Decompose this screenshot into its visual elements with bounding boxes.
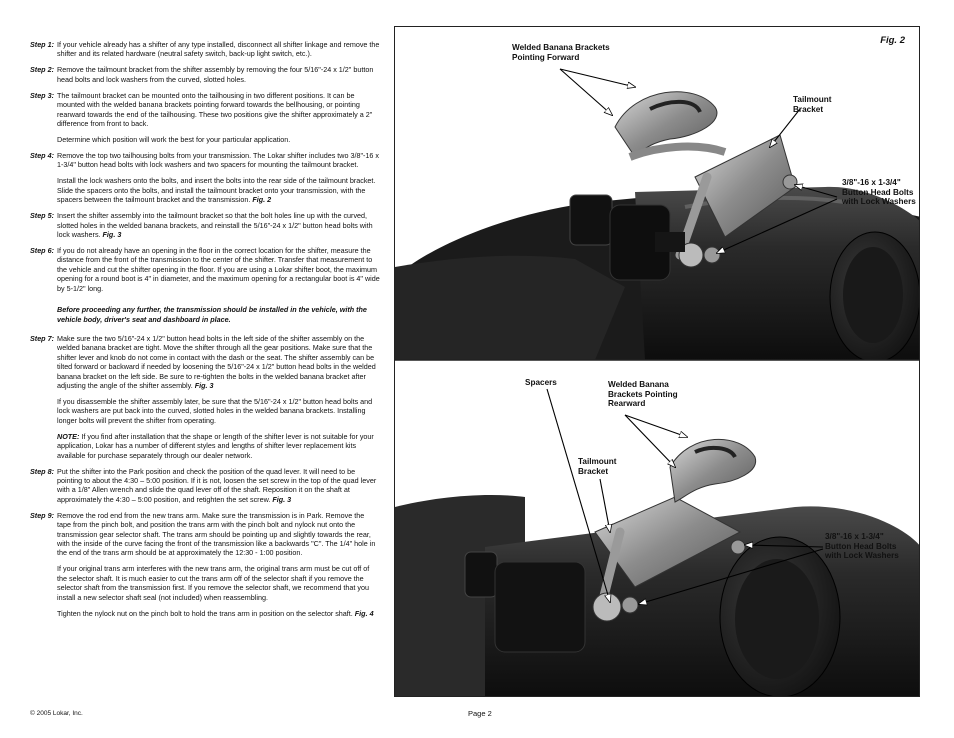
step-text: If your original trans arm interferes with the new trans arm, the original trans arm must be cut off of the selector shaft. It is much easier to cut the trans arm off of the selector shaft if you remove the selector shaft from the transmission first. If you remove the selector shaft, we recommend that you install a new selector shaft seal (not included) when reassembling. (57, 564, 370, 602)
step-text: Remove the tailmount bracket from the shifter assembly by removing the four 5/16"-24 x 1/2" button head bolts and lock washers from the curved, slotted holes. (57, 65, 374, 84)
step-text: Put the shifter into the Park position and check the position of the quad lever. It will need to be pointing to about the 4:30 – 5:00 position. If it is not, loosen the set screw in the top of the quad lever with a 1/8" Allen wrench and slide the quad lever off of the shaft. Reposition it on the shaft at approximately the 4:30 – 5:00 position, and retighten the set screw. (57, 466, 377, 504)
note-label: NOTE: (57, 431, 80, 441)
step-text: The tailmount bracket can be mounted onto the tailhousing in two different positions. It can be mounted with the welded banana brackets pointing forward towards the bellhousing, or pointing rearward towards the end of the tailhousing. These two positions give the shifter approximately a 2" difference from front to back. (57, 90, 373, 129)
page-number: Page 2 (468, 709, 492, 718)
figure-reference: Fig. 4 (354, 608, 374, 618)
callout-bolts-top: 3/8"-16 x 1-3/4" Button Head Bolts with Lock Washers (842, 178, 916, 207)
warning-note: Before proceeding any further, the transmission should be installed in the vehicle, with the vehicle body, driver's seat and dashboard in place. (57, 305, 367, 324)
step-text: If you disassemble the shifter assembly later, be sure that the 5/16"-24 x 1/2" button head bolts and lock washers are put back into the curved, slotted holes in the welded banana brackets. Installing longer bolts will prevent the shifter from operating. (57, 396, 373, 425)
step-7 (30, 334, 380, 460)
step-text: Tighten the nylock nut on the pinch bolt to hold the trans arm in position on the selector shaft. (57, 608, 353, 618)
copyright: © 2005 Lokar, Inc. (30, 710, 83, 717)
figure-reference: Fig. 2 (252, 195, 272, 205)
step-text: Remove the rod end from the new trans arm. Make sure the transmission is in Park. Remove the tape from the pinch bolt, and position the trans arm with the pinch bolt and nylock nut onto the transmission gear selector shaft. The trans arm should be pointing up and slightly towards the rear, with the inside of the curve facing the front of the transmission like a backwards "C". The 1/4" hole in the end of the trans arm should be at approximately the 12:30 - 1:00 position. (57, 510, 376, 558)
figure-reference: Fig. 3 (272, 494, 292, 504)
step-label: Step 7: (30, 333, 54, 343)
step-label: Step 8: (30, 466, 54, 476)
top-photo (395, 92, 920, 362)
step-text: Determine which position will work the best for your particular application. (57, 135, 291, 145)
figure-2-frame (394, 26, 920, 697)
step-text: If your vehicle already has a shifter of any type installed, disconnect all shifter linkage and remove the shifter and its related hardware (neutral safety switch, back-up light switch, etc.). (57, 40, 380, 59)
step-9 (30, 511, 380, 618)
callout-bolts-bottom: 3/8"-16 x 1-3/4" Button Head Bolts with Lock Washers (825, 532, 899, 561)
step-6 (30, 246, 380, 293)
step-text: Insert the shifter assembly into the tailmount bracket so that the bolt holes line up with the curved, slotted holes in the welded banana brackets, and reinstall the 5/16"-24 x 1/2" button head bolts with lock washers. (57, 211, 373, 240)
step-text: If you do not already have an opening in the floor in the correct location for the shifter, measure the distance from the front of the transmission to the center of the shifter. Transfer that measurement to the vehicle and cut the shifter opening in the floor. If you are using a Lokar shifter boot, the maximum opening for a round boot is 4" in diameter, and the maximum opening for a rectangular boot is 4" wide by 5-1/2" long. (57, 246, 380, 293)
callout-banana-rearward: Welded Banana Brackets Pointing Rearward (608, 380, 678, 409)
note-text: If you find after installation that the shape or length of the shifter lever is not suitable for your application, Lokar has a number of different styles and lengths of shifter lever replacement kits available for purchase separately through our dealer network. (57, 431, 374, 460)
step-label: Step 9: (30, 510, 54, 520)
step-label: Step 2: (30, 65, 54, 75)
figure-reference: Fig. 3 (102, 230, 122, 240)
callout-tailmount-bottom: Tailmount Bracket (578, 457, 617, 476)
step-label: Step 1: (30, 40, 54, 49)
figure-2-photos (395, 27, 920, 697)
step-8 (30, 467, 380, 505)
figure-label: Fig. 2 (880, 35, 905, 46)
step-label: Step 5: (30, 211, 54, 221)
callout-tailmount-top: Tailmount Bracket (793, 95, 832, 114)
step-text: Make sure the two 5/16"-24 x 1/2" button head bolts in the left side of the shifter assembly on the welded banana bracket are tight. Move the shifter through all the gear positions. Make sure that the shifter lever and knob do not come in contact with the dash or the seat. The shifter assembly can be tilted forward or backward if needed by loosening the 5/16"-24 x 1/2" button head bolts in the welded banana bracket on the left side. Be sure to re-tighten the bolts in the welded banana bracket after adjusting the angle of the shifter assembly. (57, 333, 376, 390)
step-text: Remove the top two tailhousing bolts from your transmission. The Lokar shifter includes two 3/8"-16 x 1-3/4" button head bolts with lock washers and two spacers for mounting the tailmount bracket. (57, 151, 380, 170)
figure-reference: Fig. 3 (194, 380, 214, 390)
step-5 (30, 211, 380, 239)
callout-spacers: Spacers (525, 378, 557, 387)
step-3 (30, 91, 380, 145)
step-4 (30, 151, 380, 205)
step-label: Step 3: (30, 90, 54, 100)
step-label: Step 4: (30, 151, 54, 161)
step-2 (30, 65, 380, 84)
step-label: Step 6: (30, 246, 54, 256)
step-1 (30, 40, 380, 59)
step-text: Install the lock washers onto the bolts, and insert the bolts into the rear side of the tailmount bracket. Slide the spacers onto the bolts, and install the tailmount bracket onto your transmission, with the spacers between the tailmount bracket and the transmission. (57, 176, 376, 205)
bottom-photo (395, 360, 920, 697)
instructions-column (30, 40, 380, 625)
callout-banana-forward: Welded Banana Brackets Pointing Forward (512, 43, 610, 62)
